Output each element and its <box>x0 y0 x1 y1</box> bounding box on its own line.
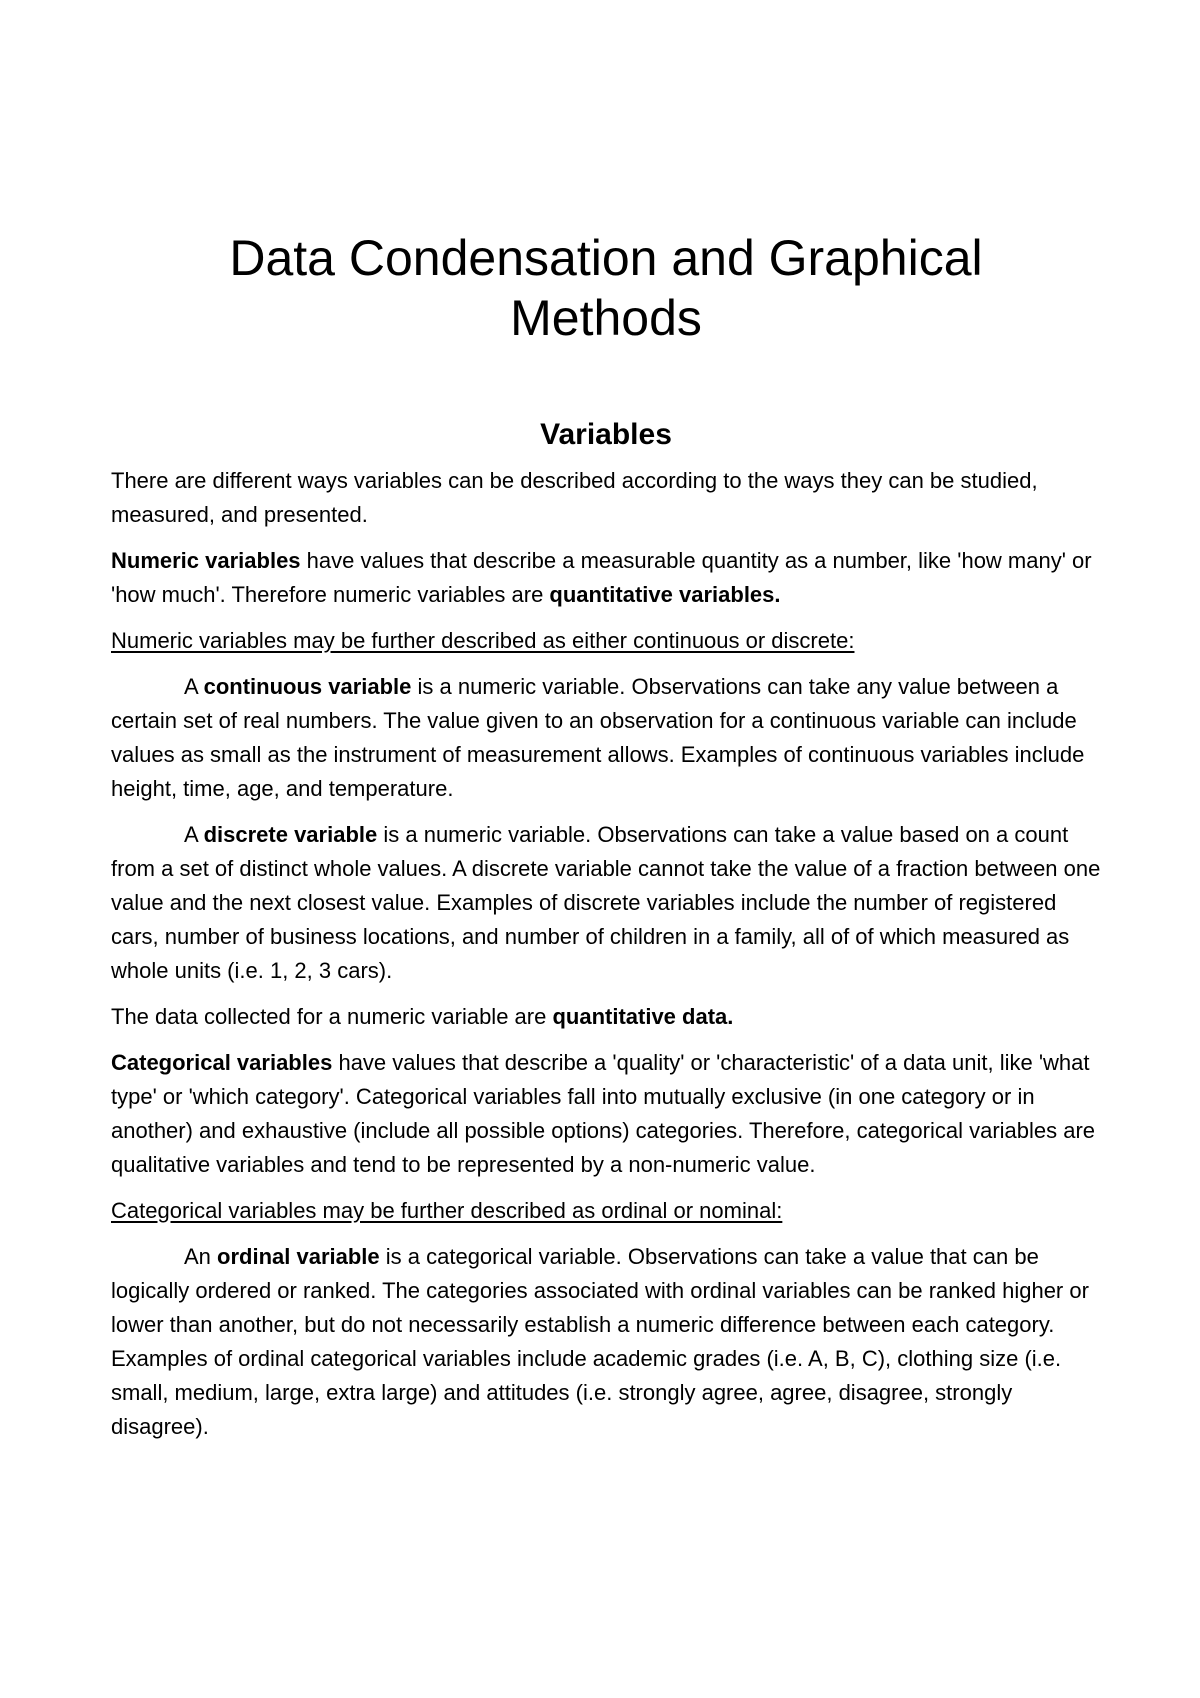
categorical-variables-text: have values that describe a 'quality' or 'characteristic' of a data unit, like 'what type' or 'which category'. Categorical variables fall into mutually exclusive (in one category or in another) and exhaustive (include all possible options) categories. Therefore, categorical variables are qualitative variables and tend to be represented by a non-numeric value. <box>111 1050 1096 1177</box>
continuous-variable-text: is a numeric variable. Observations can take any value between a certain set of real numbers. The value given to an observation for a continuous variable can include values as small as the instrument of measurement allows. Examples of continuous variables include height, time, age, and temperature. <box>111 674 1085 801</box>
categorical-subheading: Categorical variables may be further described as ordinal or nominal: <box>111 1198 783 1223</box>
numeric-variables-paragraph <box>111 544 1101 612</box>
continuous-variable-paragraph <box>111 670 1101 806</box>
numeric-variables-term: Numeric variables <box>111 548 301 573</box>
ordinal-prefix: An <box>184 1244 218 1269</box>
discrete-variable-term: discrete variable <box>203 822 378 847</box>
quantitative-data-term: quantitative data. <box>552 1004 734 1029</box>
title-line-2: Methods <box>510 290 702 346</box>
ordinal-variable-text: is a categorical variable. Observations can take a value that can be logically ordered or ranked. The categories associated with ordinal variables can be ranked higher or lower than another, but do not necessarily establish a numeric difference between each category. Examples of ordinal categorical variables include academic grades (i.e. A, B, C), clothing size (i.e. small, medium, large, extra large) and attitudes (i.e. strongly agree, agree, disagree, strongly disagree). <box>111 1244 1089 1439</box>
ordinal-variable-term: ordinal variable <box>217 1244 380 1269</box>
numeric-variables-text: have values that describe a measurable quantity as a number, like 'how many' or 'how much'. Therefore numeric variables are <box>111 548 1092 607</box>
document-title <box>111 228 1101 348</box>
discrete-variable-paragraph <box>111 818 1101 988</box>
quantitative-data-paragraph <box>111 1000 1101 1034</box>
discrete-variable-text: is a numeric variable. Observations can take a value based on a count from a set of distinct whole values. A discrete variable cannot take the value of a fraction between one value and the next closest value. Examples of discrete variables include the number of registered cars, number of business locations, and number of children in a family, all of of which measured as whole units (i.e. 1, 2, 3 cars). <box>111 822 1101 983</box>
continuous-variable-term: continuous variable <box>203 674 412 699</box>
numeric-subheading: Numeric variables may be further described as either continuous or discrete: <box>111 628 855 653</box>
quantitative-data-text: The data collected for a numeric variable are <box>111 1004 553 1029</box>
intro-paragraph: There are different ways variables can be described according to the ways they can be studied, measured, and presented. <box>111 468 1038 527</box>
categorical-variables-term: Categorical variables <box>111 1050 333 1075</box>
continuous-prefix: A <box>184 674 204 699</box>
ordinal-variable-paragraph <box>111 1240 1101 1444</box>
page-content <box>111 228 1101 1444</box>
title-line-1: Data Condensation and Graphical <box>229 230 983 286</box>
discrete-prefix: A <box>184 822 204 847</box>
quantitative-variables-term: quantitative variables. <box>549 582 781 607</box>
section-heading-variables: Variables <box>540 418 672 451</box>
categorical-variables-paragraph <box>111 1046 1101 1182</box>
